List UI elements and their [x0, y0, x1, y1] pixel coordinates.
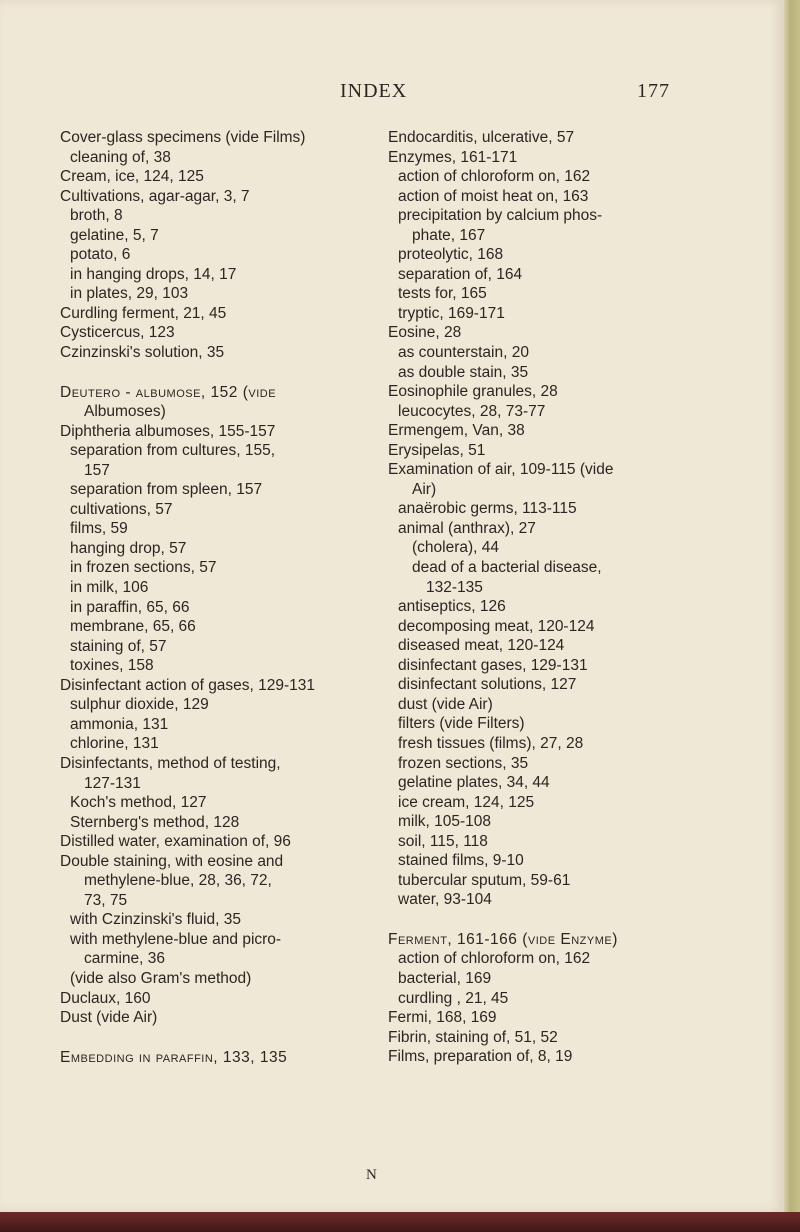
index-entry: curdling , 21, 45: [398, 989, 509, 1007]
index-entry: Koch's method, 127: [70, 794, 207, 812]
index-entry: separation from cultures, 155,: [70, 442, 276, 460]
entry-gap: [60, 363, 360, 383]
index-entry: Air): [412, 480, 437, 498]
index-entry: (cholera), 44: [412, 539, 500, 557]
index-entry: ammonia, 131: [70, 715, 169, 733]
index-entry: action of chloroform on, 162: [398, 950, 591, 968]
index-entry: methylene-blue, 28, 36, 72,: [84, 872, 272, 890]
index-entry: with Czinzinski's fluid, 35: [70, 911, 241, 929]
index-entry: staining of, 57: [70, 637, 167, 655]
index-entry: diseased meat, 120-124: [398, 637, 565, 655]
index-entry: in frozen sections, 57: [70, 559, 217, 577]
index-entry: Fermi, 168, 169: [388, 1009, 497, 1027]
entry-gap: [60, 1028, 360, 1048]
index-entry: action of chloroform on, 162: [398, 168, 591, 186]
index-entry: fresh tissues (films), 27, 28: [398, 734, 584, 752]
index-entry: 73, 75: [84, 891, 128, 909]
index-entry: animal (anthrax), 27: [398, 519, 536, 537]
index-entry: milk, 105-108: [398, 813, 492, 831]
index-entry: anaërobic germs, 113-115: [398, 500, 577, 518]
index-column-left: [60, 128, 360, 1067]
index-entry: proteolytic, 168: [398, 246, 504, 264]
index-entry: hanging drop, 57: [70, 539, 187, 557]
index-entry: Cultivations, agar-agar, 3, 7: [60, 187, 250, 205]
index-entry: water, 93-104: [398, 891, 492, 909]
index-entry: as double stain, 35: [398, 363, 529, 381]
index-entry: Eosine, 28: [388, 324, 462, 342]
index-entry: Eosinophile granules, 28: [388, 383, 558, 401]
index-entry: broth, 8: [70, 207, 123, 225]
index-entry: Diphtheria albumoses, 155-157: [60, 422, 276, 440]
index-entry: with methylene-blue and picro-: [70, 930, 282, 948]
index-column-right: [388, 128, 688, 1067]
index-entry: frozen sections, 35: [398, 754, 529, 772]
index-entry: carmine, 36: [84, 950, 165, 968]
index-entry: Cysticercus, 123: [60, 324, 175, 342]
page-edge: [784, 0, 800, 1232]
index-entry: in hanging drops, 14, 17: [70, 265, 237, 283]
index-entry: cultivations, 57: [70, 500, 173, 518]
index-entry: disinfectant solutions, 127: [398, 676, 577, 694]
index-entry: films, 59: [70, 520, 128, 538]
index-entry: Cover-glass specimens (vide Films): [60, 129, 306, 146]
index-entry: Double staining, with eosine and: [60, 852, 284, 870]
index-entry: chlorine, 131: [70, 735, 159, 753]
index-entry: Czinzinski's solution, 35: [60, 344, 225, 362]
index-entry: ice cream, 124, 125: [398, 793, 535, 811]
index-entry: Deutero - albumose, 152 (vide: [60, 383, 277, 401]
index-entry: action of moist heat on, 163: [398, 187, 589, 205]
index-entry: antiseptics, 126: [398, 598, 506, 616]
index-entry: Films, preparation of, 8, 19: [388, 1048, 573, 1066]
book-binding-edge: [0, 1212, 800, 1232]
index-entry: Examination of air, 109-115 (vide: [388, 461, 614, 479]
index-entry: in plates, 29, 103: [70, 285, 189, 303]
index-entry: 127-131: [84, 774, 141, 792]
index-entry: disinfectant gases, 129-131: [398, 656, 588, 674]
index-entry: Ferment, 161-166 (vide Enzyme): [388, 930, 618, 948]
index-entry: Disinfectant action of gases, 129-131: [60, 676, 316, 694]
index-entry: stained films, 9-10: [398, 852, 524, 870]
index-entry: Fibrin, staining of, 51, 52: [388, 1028, 558, 1046]
index-entry: (vide also Gram's method): [70, 969, 252, 987]
index-entry: Cream, ice, 124, 125: [60, 168, 204, 186]
index-entry: Ermengem, Van, 38: [388, 422, 525, 440]
index-entry: 132-135: [426, 578, 483, 596]
index-entry: leucocytes, 28, 73-77: [398, 402, 546, 420]
index-entry: Dust (vide Air): [60, 1009, 158, 1027]
index-entry: in milk, 106: [70, 579, 149, 597]
index-entry: potato, 6: [70, 246, 131, 264]
index-entry: gelatine plates, 34, 44: [398, 774, 550, 792]
index-entry: Enzymes, 161-171: [388, 148, 518, 166]
index-entry: bacterial, 169: [398, 969, 492, 987]
index-entry: Distilled water, examination of, 96: [60, 833, 291, 851]
index-entry: tryptic, 169-171: [398, 304, 505, 322]
index-entry: membrane, 65, 66: [70, 618, 196, 636]
index-entry: separation from spleen, 157: [70, 481, 263, 499]
index-entry: decomposing meat, 120-124: [398, 617, 595, 635]
index-entry: 157: [84, 461, 110, 479]
index-entry: gelatine, 5, 7: [70, 226, 159, 244]
index-entry: separation of, 164: [398, 265, 523, 283]
index-entry: sulphur dioxide, 129: [70, 696, 209, 714]
page-number: 177: [637, 80, 670, 102]
index-entry: Duclaux, 160: [60, 989, 151, 1007]
index-entry: Curdling ferment, 21, 45: [60, 304, 227, 322]
running-head: INDEX: [340, 80, 408, 102]
page-header: [0, 80, 784, 110]
index-entry: filters (vide Filters): [398, 715, 525, 733]
entry-gap: [388, 910, 688, 930]
index-entry: cleaning of, 38: [70, 148, 171, 166]
index-entry: Endocarditis, ulcerative, 57: [388, 129, 575, 146]
index-entry: dead of a bacterial disease,: [412, 559, 602, 577]
index-entry: Sternberg's method, 128: [70, 813, 240, 831]
index-entry: precipitation by calcium phos-: [398, 207, 603, 225]
index-entry: phate, 167: [412, 226, 486, 244]
index-entry: Albumoses): [84, 403, 166, 421]
index-entry: dust (vide Air): [398, 695, 493, 713]
index-entry: tests for, 165: [398, 285, 487, 303]
index-entry: tubercular sputum, 59-61: [398, 871, 571, 889]
index-entry: Erysipelas, 51: [388, 441, 486, 459]
signature-mark: N: [366, 1167, 377, 1183]
index-entry: as counterstain, 20: [398, 344, 529, 362]
index-entry: soil, 115, 118: [398, 832, 488, 850]
index-entry: Disinfectants, method of testing,: [60, 754, 281, 772]
index-entry: in paraffin, 65, 66: [70, 598, 190, 616]
index-entry: toxines, 158: [70, 657, 154, 675]
index-entry: Embedding in paraffin, 133, 135: [60, 1048, 288, 1066]
